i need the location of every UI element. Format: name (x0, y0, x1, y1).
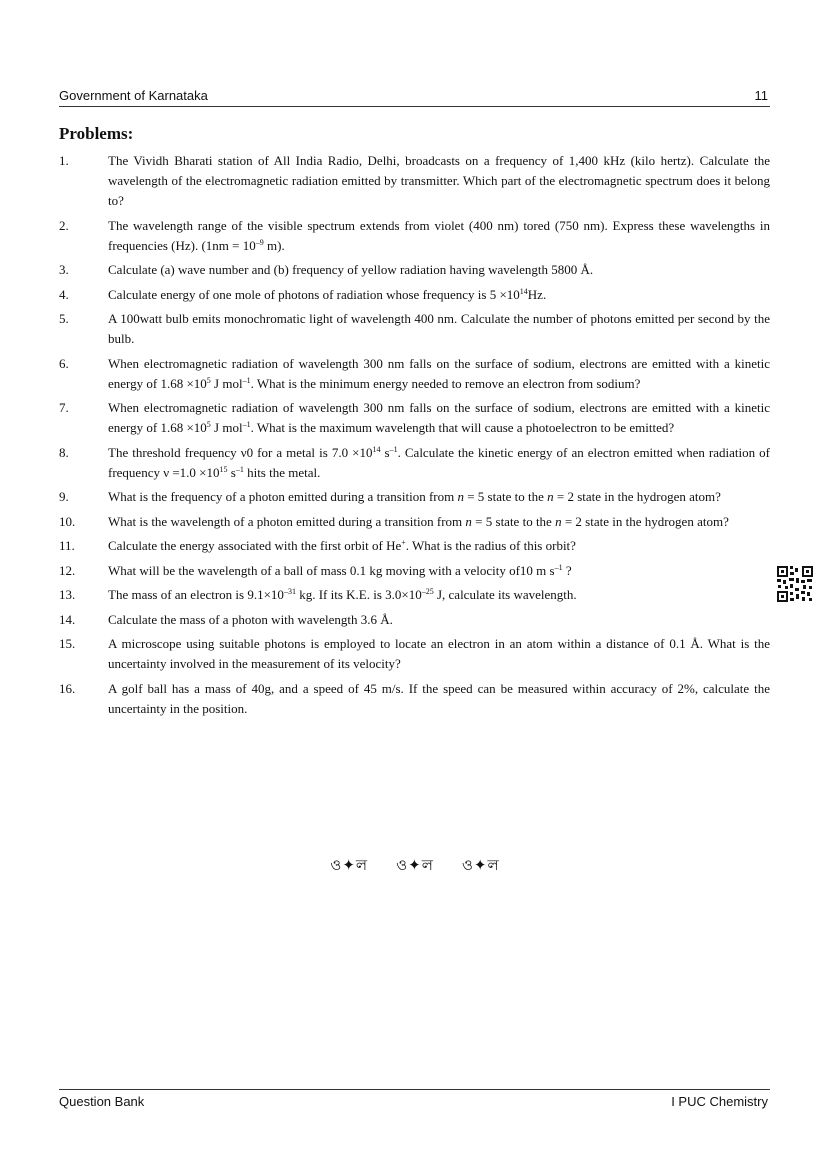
problem-item (59, 512, 770, 532)
problem-number: 2. (59, 217, 69, 233)
problem-text: J mol (210, 375, 243, 391)
superscript: –25 (421, 587, 434, 596)
problem-text: Calculate the mass of a photon with wavelength 3.6 Å. (108, 611, 393, 627)
problem-text: hits the metal. (243, 464, 321, 480)
page-footer (59, 1089, 770, 1112)
problem-text: = 2 state in the hydrogen atom? (561, 513, 729, 529)
problem-text: The Vividh Bharati station of All India Radio, Delhi, broadcasts on a frequency of 1,400 kHz (kilo hertz). Calculate the wavelength of the electromagnetic radiation emitted by transmitter. Which part of the electromagnetic spectrum does it belong to? (108, 153, 770, 208)
problem-text: The mass of an electron is 9.1×10 (108, 587, 284, 602)
superscript: –1 (235, 464, 244, 474)
problem-item (59, 487, 770, 507)
superscript: –1 (242, 375, 251, 385)
problem-item (59, 309, 770, 349)
problem-number: 14. (59, 611, 76, 627)
problem-text: m). (263, 237, 285, 253)
problem-number: 13. (59, 587, 76, 602)
problem-item (59, 216, 770, 256)
problem-text: = 5 state to the (463, 489, 548, 504)
problem-text: What is the wavelength of a photon emitted during a transition from (108, 513, 466, 529)
problem-item (59, 679, 770, 719)
section-end-ornament (285, 854, 545, 879)
header-title: Government of Karnataka (59, 88, 208, 103)
problem-list (59, 151, 770, 723)
page-number: 11 (754, 88, 768, 103)
problem-number: 15. (59, 636, 76, 651)
problem-text: The wavelength range of the visible spectrum extends from violet (400 nm) tored (750 nm). Express these wavelengths in frequencies (Hz). (1nm = 10 (108, 217, 770, 253)
footer-left: Question Bank (59, 1094, 145, 1109)
problem-number: 4. (59, 286, 69, 302)
problem-text: . What is the radius of this orbit? (405, 538, 576, 553)
problem-number: 12. (59, 562, 76, 578)
problem-number: 7. (59, 400, 69, 415)
superscript: 14 (372, 444, 381, 454)
problem-text: . Calculate the kinetic energy of an electron emitted when radiation of frequency ν =1.0 ×10 (108, 444, 771, 480)
superscript: 15 (219, 464, 228, 474)
problem-text: Calculate energy of one mole of photons of radiation whose frequency is 5 ×10 (108, 286, 520, 302)
problem-text: = 2 state in the hydrogen atom? (553, 489, 721, 504)
page-header (59, 88, 770, 107)
problem-text: Calculate (a) wave number and (b) frequency of yellow radiation having wavelength 5800 Å. (108, 262, 594, 277)
problem-number: 9. (59, 489, 69, 504)
superscript: –31 (283, 587, 296, 596)
superscript: –9 (255, 237, 264, 247)
problem-text: What will be the wavelength of a ball of mass 0.1 kg moving with a velocity of10 m s (108, 562, 555, 578)
superscript: –1 (389, 444, 398, 454)
qr-code-icon[interactable] (776, 565, 814, 603)
problem-text: s (380, 444, 390, 460)
problem-item (59, 151, 770, 211)
superscript: 14 (519, 286, 528, 296)
problem-item (59, 536, 770, 556)
superscript: 5 (206, 420, 211, 429)
italic-variable: n (465, 513, 472, 529)
problem-text: kg. If its K.E. is 3.0×10 (295, 587, 422, 602)
problem-item (59, 561, 770, 581)
problem-item (59, 585, 770, 605)
problem-text: When electromagnetic radiation of wavelength 300 nm falls on the surface of sodium, electrons are emitted with a kinetic energy of 1.68 ×10 (108, 355, 770, 391)
problem-text: When electromagnetic radiation of wavelength 300 nm falls on the surface of sodium, electrons are emitted with a kinetic energy of 1.68 ×10 (108, 400, 770, 435)
italic-variable: n (457, 489, 464, 504)
problem-item (59, 634, 770, 674)
problem-text: A microscope using suitable photons is employed to locate an electron in an atom within a distance of 0.1 Å. What is the uncertainty involved in the measurement of its velocity? (108, 636, 770, 671)
problem-number: 5. (59, 311, 69, 326)
problem-text: J, calculate its wavelength. (433, 587, 577, 602)
problem-item (59, 354, 770, 394)
superscript: + (401, 538, 406, 547)
problem-text: s (227, 464, 236, 480)
problem-text: J mol (210, 420, 243, 435)
problem-number: 10. (59, 513, 76, 529)
problem-text: Calculate the energy associated with the first orbit of He (108, 538, 402, 553)
problem-number: 3. (59, 262, 69, 277)
problem-item (59, 260, 770, 280)
problem-item (59, 443, 770, 483)
problem-number: 1. (59, 153, 69, 168)
problem-text: A 100watt bulb emits monochromatic light of wavelength 400 nm. Calculate the number of photons emitted per second by the bulb. (108, 311, 770, 346)
italic-variable: n (547, 489, 554, 504)
superscript: 5 (206, 375, 211, 385)
problem-number: 11. (59, 538, 75, 553)
problem-text: . What is the maximum wavelength that will cause a photoelectron to be emitted? (250, 420, 675, 435)
problem-item (59, 610, 770, 630)
problem-number: 8. (59, 444, 69, 460)
footer-right: I PUC Chemistry (671, 1094, 768, 1109)
section-title: Problems: (59, 124, 134, 143)
problem-text: = 5 state to the (471, 513, 556, 529)
problem-text: A golf ball has a mass of 40g, and a speed of 45 m/s. If the speed can be measured within accuracy of 2%, calculate the uncertainty in the position. (108, 680, 770, 716)
problem-text: What is the frequency of a photon emitted during a transition from (108, 489, 458, 504)
italic-variable: n (555, 513, 562, 529)
problem-item (59, 398, 770, 438)
problem-number: 16. (59, 680, 76, 696)
ornament-glyph: ও✦ল (461, 856, 500, 874)
problem-text: Hz. (527, 286, 547, 302)
problem-item (59, 285, 770, 305)
problem-number: 6. (59, 355, 69, 371)
problem-text: ? (562, 562, 572, 578)
superscript: –1 (554, 562, 563, 572)
ornament-glyph: ও✦ল (396, 856, 434, 874)
ornament-glyph: ও✦ল (330, 856, 369, 874)
problem-text: . What is the minimum energy needed to remove an electron from sodium? (250, 375, 641, 391)
problem-text: The threshold frequency ν0 for a metal is 7.0 ×10 (108, 444, 373, 460)
superscript: –1 (242, 420, 251, 429)
